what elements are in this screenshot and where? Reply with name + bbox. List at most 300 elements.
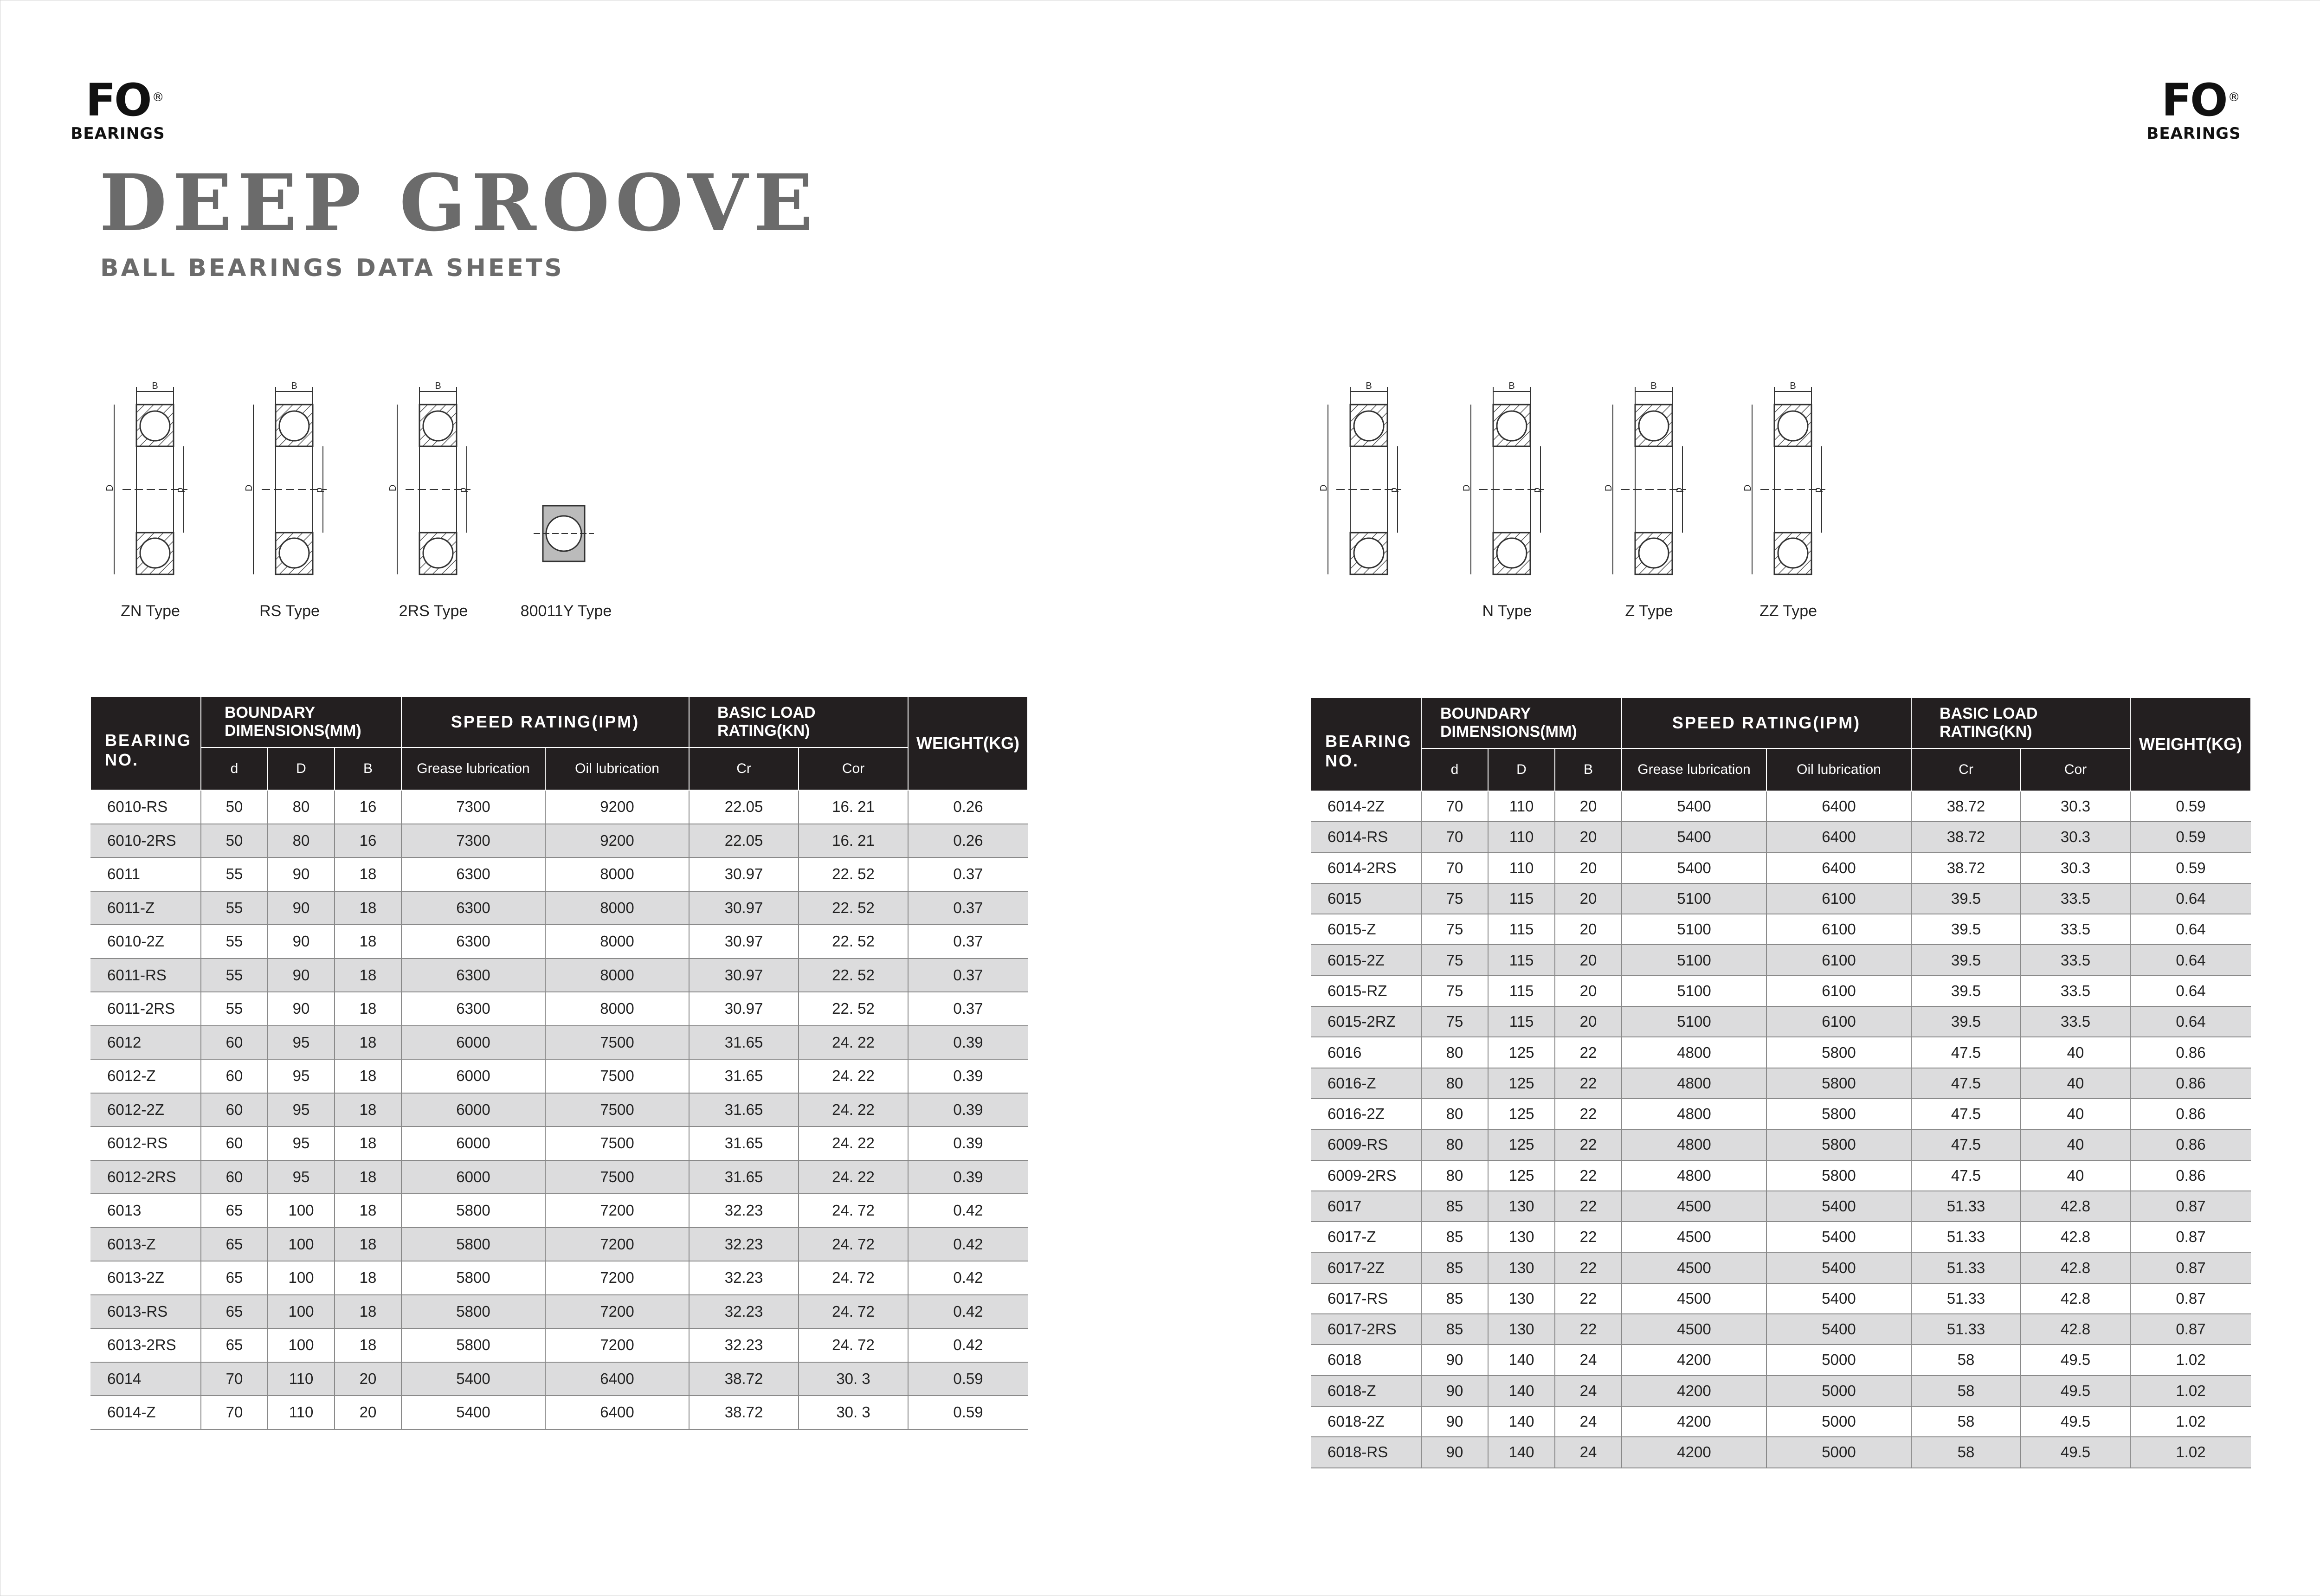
oil-cell: 7200	[545, 1194, 689, 1228]
oil-cell: 6100	[1766, 945, 1911, 975]
cor-cell: 33.5	[2021, 883, 2130, 914]
weight-cell: 0.42	[908, 1261, 1028, 1295]
D-cell: 130	[1488, 1222, 1555, 1252]
grease-cell: 6000	[401, 1059, 545, 1093]
cor-cell: 49.5	[2021, 1376, 2130, 1406]
cor-cell: 40	[2021, 1129, 2130, 1160]
bearing-no-cell: 6011-Z	[90, 891, 201, 925]
cr-cell: 39.5	[1911, 976, 2021, 1006]
bearing-no-cell: 6017-2RS	[1311, 1314, 1421, 1345]
cr-cell: 47.5	[1911, 1160, 2021, 1191]
cor-cell: 30. 3	[799, 1362, 908, 1396]
table-row	[90, 824, 1028, 858]
D-cell: 90	[268, 992, 335, 1026]
svg-text:D: D	[1319, 484, 1329, 491]
cr-cell: 22.05	[689, 824, 799, 858]
brand-logo-left	[58, 74, 178, 143]
table-row	[1311, 1068, 2251, 1099]
cr-cell: 32.23	[689, 1228, 799, 1261]
page-subtitle: BALL BEARINGS DATA SHEETS	[100, 254, 564, 282]
col-D-outer: D	[1488, 748, 1555, 791]
col-basic-load-rating: BASIC LOAD RATING(KN)	[1911, 697, 2130, 748]
bearing-cross-section-diagram	[1318, 380, 1411, 598]
B-cell: 18	[335, 891, 401, 925]
D-cell: 100	[268, 1261, 335, 1295]
diagram-zz-type	[1728, 380, 1849, 631]
cr-cell: 39.5	[1911, 883, 2021, 914]
cor-cell: 49.5	[2021, 1406, 2130, 1437]
grease-cell: 5100	[1622, 1006, 1766, 1037]
cor-cell: 24. 22	[799, 1160, 908, 1194]
bearing-no-cell: 6011	[90, 857, 201, 891]
oil-cell: 8000	[545, 891, 689, 925]
D-cell: 100	[268, 1295, 335, 1329]
d-cell: 65	[201, 1295, 268, 1329]
weight-cell: 0.42	[908, 1194, 1028, 1228]
oil-cell: 6400	[1766, 822, 1911, 852]
table-row	[1311, 914, 2251, 945]
d-cell: 60	[201, 1126, 268, 1160]
B-cell: 18	[335, 1093, 401, 1127]
col-grease: Grease lubrication	[1622, 748, 1766, 791]
table-row	[90, 891, 1028, 925]
grease-cell: 5100	[1622, 914, 1766, 945]
D-cell: 110	[268, 1362, 335, 1396]
cr-cell: 58	[1911, 1406, 2021, 1437]
bearing-no-cell: 6014-RS	[1311, 822, 1421, 852]
grease-cell: 5400	[401, 1396, 545, 1429]
bearing-no-cell: 6011-RS	[90, 959, 201, 992]
grease-cell: 6000	[401, 1126, 545, 1160]
diagram-label: ZN Type	[121, 602, 180, 620]
cor-cell: 22. 52	[799, 992, 908, 1026]
diagram-label: N Type	[1482, 602, 1532, 620]
table-row	[90, 1261, 1028, 1295]
diagram-label: 80011Y Type	[520, 602, 612, 620]
grease-cell: 4800	[1622, 1160, 1766, 1191]
grease-cell: 5800	[401, 1295, 545, 1329]
bearing-no-cell: 6015	[1311, 883, 1421, 914]
cr-cell: 31.65	[689, 1126, 799, 1160]
grease-cell: 4500	[1622, 1314, 1766, 1345]
cor-cell: 40	[2021, 1099, 2130, 1129]
d-cell: 50	[201, 824, 268, 858]
d-cell: 65	[201, 1261, 268, 1295]
cor-cell: 49.5	[2021, 1345, 2130, 1375]
cor-cell: 16. 21	[799, 824, 908, 858]
d-cell: 60	[201, 1059, 268, 1093]
weight-cell: 0.86	[2130, 1068, 2251, 1099]
grease-cell: 4500	[1622, 1252, 1766, 1283]
table-row	[1311, 1252, 2251, 1283]
grease-cell: 4800	[1622, 1129, 1766, 1160]
d-cell: 85	[1421, 1222, 1488, 1252]
B-cell: 22	[1555, 1191, 1622, 1222]
cr-cell: 38.72	[1911, 791, 2021, 822]
d-cell: 60	[201, 1160, 268, 1194]
B-cell: 24	[1555, 1376, 1622, 1406]
B-cell: 20	[1555, 976, 1622, 1006]
cr-cell: 31.65	[689, 1093, 799, 1127]
oil-cell: 5000	[1766, 1376, 1911, 1406]
oil-cell: 5400	[1766, 1222, 1911, 1252]
cor-cell: 22. 52	[799, 857, 908, 891]
table-row	[90, 1093, 1028, 1127]
B-cell: 18	[335, 1228, 401, 1261]
weight-cell: 0.87	[2130, 1314, 2251, 1345]
oil-cell: 7200	[545, 1328, 689, 1362]
weight-cell: 0.64	[2130, 883, 2251, 914]
bearing-no-cell: 6013-Z	[90, 1228, 201, 1261]
brand-logo-right	[2133, 74, 2254, 143]
diagram-label: 2RS Type	[399, 602, 468, 620]
d-cell: 70	[1421, 822, 1488, 852]
svg-text:B: B	[1508, 381, 1515, 391]
table-row	[90, 1126, 1028, 1160]
oil-cell: 7500	[545, 1059, 689, 1093]
d-cell: 65	[201, 1194, 268, 1228]
cor-cell: 24. 22	[799, 1093, 908, 1127]
cor-cell: 30.3	[2021, 853, 2130, 883]
table-row	[90, 1059, 1028, 1093]
bearing-no-cell: 6018-RS	[1311, 1437, 1421, 1467]
D-cell: 115	[1488, 945, 1555, 975]
col-cr: Cr	[1911, 748, 2021, 791]
col-d-inner: d	[1421, 748, 1488, 791]
grease-cell: 5800	[401, 1261, 545, 1295]
d-cell: 60	[201, 1093, 268, 1127]
table-row	[1311, 1314, 2251, 1345]
svg-text:B: B	[1366, 381, 1372, 391]
cr-cell: 58	[1911, 1345, 2021, 1375]
cr-cell: 31.65	[689, 1160, 799, 1194]
table-row	[90, 925, 1028, 959]
weight-cell: 0.26	[908, 790, 1028, 824]
B-cell: 22	[1555, 1037, 1622, 1068]
weight-cell: 0.39	[908, 1026, 1028, 1060]
cor-cell: 30.3	[2021, 791, 2130, 822]
diagram-label: Z Type	[1625, 602, 1673, 620]
svg-text:d: d	[458, 488, 469, 493]
table-subheader-row	[1311, 748, 2251, 791]
table-row	[90, 857, 1028, 891]
oil-cell: 5400	[1766, 1252, 1911, 1283]
logo-name: BEARINGS	[71, 124, 165, 143]
B-cell: 22	[1555, 1068, 1622, 1099]
table-header-row	[90, 696, 1028, 747]
table-row	[90, 1026, 1028, 1060]
bearing-cross-section-diagram	[1603, 380, 1695, 598]
diagram-80011y-type	[506, 380, 626, 631]
table-row	[90, 959, 1028, 992]
table-row	[1311, 1376, 2251, 1406]
oil-cell: 5800	[1766, 1099, 1911, 1129]
table-row	[1311, 1006, 2251, 1037]
cor-cell: 30.3	[2021, 822, 2130, 852]
B-cell: 18	[335, 1328, 401, 1362]
table-row	[90, 1228, 1028, 1261]
weight-cell: 0.64	[2130, 1006, 2251, 1037]
bearing-no-cell: 6017-Z	[1311, 1222, 1421, 1252]
bearing-no-cell: 6012-2RS	[90, 1160, 201, 1194]
cr-cell: 31.65	[689, 1059, 799, 1093]
svg-text:d: d	[1674, 488, 1684, 493]
col-cor: Cor	[799, 747, 908, 790]
D-cell: 95	[268, 1093, 335, 1127]
weight-cell: 1.02	[2130, 1437, 2251, 1467]
cr-cell: 38.72	[1911, 853, 2021, 883]
diagram-label: ZZ Type	[1759, 602, 1817, 620]
svg-text:d: d	[175, 488, 186, 493]
weight-cell: 0.59	[2130, 853, 2251, 883]
bearing-no-cell: 6014-Z	[90, 1396, 201, 1429]
D-cell: 125	[1488, 1160, 1555, 1191]
oil-cell: 5800	[1766, 1037, 1911, 1068]
d-cell: 70	[201, 1396, 268, 1429]
D-cell: 90	[268, 857, 335, 891]
table-row	[1311, 1406, 2251, 1437]
d-cell: 70	[201, 1362, 268, 1396]
svg-text:D: D	[388, 484, 398, 491]
col-boundary-dimensions: BOUNDARY DIMENSIONS(MM)	[1421, 697, 1622, 748]
cor-cell: 24. 72	[799, 1295, 908, 1329]
grease-cell: 4200	[1622, 1345, 1766, 1375]
weight-cell: 0.42	[908, 1228, 1028, 1261]
D-cell: 100	[268, 1228, 335, 1261]
bearing-no-cell: 6012	[90, 1026, 201, 1060]
table-row	[1311, 976, 2251, 1006]
cr-cell: 31.65	[689, 1026, 799, 1060]
B-cell: 22	[1555, 1099, 1622, 1129]
bearing-small-diagram	[520, 380, 612, 598]
diagram-z-type	[1589, 380, 1709, 631]
B-cell: 18	[335, 959, 401, 992]
grease-cell: 4200	[1622, 1376, 1766, 1406]
svg-text:d: d	[1532, 488, 1542, 493]
D-cell: 95	[268, 1026, 335, 1060]
D-cell: 140	[1488, 1376, 1555, 1406]
B-cell: 20	[1555, 853, 1622, 883]
bearing-no-cell: 6018-2Z	[1311, 1406, 1421, 1437]
oil-cell: 6100	[1766, 914, 1911, 945]
logo-mark: FO ®	[85, 74, 164, 126]
cr-cell: 51.33	[1911, 1314, 2021, 1345]
bearing-table-right	[1310, 697, 2251, 1468]
table-row	[90, 790, 1028, 824]
weight-cell: 0.42	[908, 1328, 1028, 1362]
cr-cell: 47.5	[1911, 1129, 2021, 1160]
cr-cell: 30.97	[689, 992, 799, 1026]
grease-cell: 6000	[401, 1026, 545, 1060]
cor-cell: 24. 72	[799, 1261, 908, 1295]
bearing-no-cell: 6010-2Z	[90, 925, 201, 959]
grease-cell: 5400	[1622, 822, 1766, 852]
D-cell: 115	[1488, 1006, 1555, 1037]
cr-cell: 30.97	[689, 959, 799, 992]
grease-cell: 5400	[401, 1362, 545, 1396]
logo-mark: FO ®	[2161, 74, 2240, 126]
cor-cell: 33.5	[2021, 914, 2130, 945]
cr-cell: 22.05	[689, 790, 799, 824]
grease-cell: 4500	[1622, 1283, 1766, 1314]
svg-text:B: B	[1790, 381, 1796, 391]
B-cell: 22	[1555, 1129, 1622, 1160]
D-cell: 130	[1488, 1283, 1555, 1314]
table-row	[1311, 883, 2251, 914]
cr-cell: 30.97	[689, 925, 799, 959]
grease-cell: 5400	[1622, 791, 1766, 822]
d-cell: 85	[1421, 1283, 1488, 1314]
B-cell: 20	[1555, 945, 1622, 975]
d-cell: 90	[1421, 1345, 1488, 1375]
cor-cell: 33.5	[2021, 1006, 2130, 1037]
oil-cell: 5400	[1766, 1314, 1911, 1345]
oil-cell: 6400	[1766, 791, 1911, 822]
weight-cell: 1.02	[2130, 1406, 2251, 1437]
table-row	[1311, 1191, 2251, 1222]
col-speed-rating: SPEED RATING(IPM)	[401, 696, 689, 747]
d-cell: 80	[1421, 1129, 1488, 1160]
diagram-2rs-type	[373, 380, 494, 631]
bearing-no-cell: 6013-RS	[90, 1295, 201, 1329]
d-cell: 90	[1421, 1376, 1488, 1406]
weight-cell: 0.86	[2130, 1037, 2251, 1068]
table-row	[1311, 791, 2251, 822]
bearing-cross-section-diagram	[104, 380, 197, 598]
oil-cell: 7500	[545, 1126, 689, 1160]
grease-cell: 6300	[401, 891, 545, 925]
cr-cell: 51.33	[1911, 1252, 2021, 1283]
D-cell: 110	[1488, 822, 1555, 852]
d-cell: 80	[1421, 1068, 1488, 1099]
oil-cell: 5400	[1766, 1283, 1911, 1314]
d-cell: 75	[1421, 914, 1488, 945]
bearing-no-cell: 6018-Z	[1311, 1376, 1421, 1406]
cor-cell: 40	[2021, 1037, 2130, 1068]
cr-cell: 39.5	[1911, 914, 2021, 945]
d-cell: 55	[201, 959, 268, 992]
bearing-cross-section-diagram	[387, 380, 480, 598]
cr-cell: 39.5	[1911, 1006, 2021, 1037]
d-cell: 75	[1421, 945, 1488, 975]
grease-cell: 5100	[1622, 976, 1766, 1006]
bearing-no-cell: 6012-2Z	[90, 1093, 201, 1127]
weight-cell: 1.02	[2130, 1376, 2251, 1406]
table-row	[1311, 1037, 2251, 1068]
weight-cell: 0.87	[2130, 1252, 2251, 1283]
oil-cell: 7200	[545, 1228, 689, 1261]
B-cell: 18	[335, 1160, 401, 1194]
d-cell: 75	[1421, 1006, 1488, 1037]
svg-text:D: D	[1462, 484, 1472, 491]
oil-cell: 9200	[545, 824, 689, 858]
B-cell: 20	[1555, 914, 1622, 945]
weight-cell: 0.59	[908, 1396, 1028, 1429]
bearing-no-cell: 6013-2Z	[90, 1261, 201, 1295]
svg-text:d: d	[315, 488, 325, 493]
bearing-no-cell: 6015-RZ	[1311, 976, 1421, 1006]
svg-text:D: D	[1604, 484, 1614, 491]
oil-cell: 7200	[545, 1295, 689, 1329]
cor-cell: 40	[2021, 1068, 2130, 1099]
col-B-width: B	[335, 747, 401, 790]
grease-cell: 6300	[401, 959, 545, 992]
oil-cell: 5800	[1766, 1068, 1911, 1099]
grease-cell: 7300	[401, 790, 545, 824]
svg-text:d: d	[1389, 488, 1399, 493]
d-cell: 60	[201, 1026, 268, 1060]
grease-cell: 4200	[1622, 1437, 1766, 1467]
cr-cell: 32.23	[689, 1194, 799, 1228]
bearing-no-cell: 6014	[90, 1362, 201, 1396]
D-cell: 140	[1488, 1437, 1555, 1467]
table-row	[1311, 1099, 2251, 1129]
table-row	[1311, 853, 2251, 883]
D-cell: 95	[268, 1059, 335, 1093]
d-cell: 80	[1421, 1037, 1488, 1068]
cor-cell: 24. 22	[799, 1059, 908, 1093]
d-cell: 75	[1421, 883, 1488, 914]
cor-cell: 24. 72	[799, 1328, 908, 1362]
cor-cell: 30. 3	[799, 1396, 908, 1429]
D-cell: 95	[268, 1160, 335, 1194]
cor-cell: 42.8	[2021, 1283, 2130, 1314]
col-weight: WEIGHT(KG)	[908, 696, 1028, 790]
B-cell: 24	[1555, 1437, 1622, 1467]
table-subheader-row	[90, 747, 1028, 790]
weight-cell: 0.64	[2130, 976, 2251, 1006]
d-cell: 70	[1421, 853, 1488, 883]
grease-cell: 6300	[401, 925, 545, 959]
table-row	[90, 1295, 1028, 1329]
oil-cell: 6400	[545, 1362, 689, 1396]
bearing-no-cell: 6013-2RS	[90, 1328, 201, 1362]
bearing-no-cell: 6016-2Z	[1311, 1099, 1421, 1129]
cr-cell: 58	[1911, 1376, 2021, 1406]
D-cell: 125	[1488, 1099, 1555, 1129]
page-title: DEEP GROOVE	[99, 157, 818, 249]
weight-cell: 0.87	[2130, 1222, 2251, 1252]
diagram-right-1	[1304, 380, 1424, 631]
grease-cell: 5800	[401, 1228, 545, 1261]
grease-cell: 7300	[401, 824, 545, 858]
B-cell: 18	[335, 1126, 401, 1160]
bearing-no-cell: 6015-2RZ	[1311, 1006, 1421, 1037]
cor-cell: 24. 22	[799, 1026, 908, 1060]
bearing-cross-section-diagram	[243, 380, 336, 598]
table-row	[1311, 1437, 2251, 1467]
oil-cell: 7200	[545, 1261, 689, 1295]
B-cell: 16	[335, 824, 401, 858]
oil-cell: 8000	[545, 992, 689, 1026]
weight-cell: 0.86	[2130, 1099, 2251, 1129]
cor-cell: 22. 52	[799, 925, 908, 959]
diagram-n-type	[1447, 380, 1567, 631]
bearing-no-cell: 6009-RS	[1311, 1129, 1421, 1160]
D-cell: 110	[1488, 791, 1555, 822]
oil-cell: 8000	[545, 925, 689, 959]
oil-cell: 6100	[1766, 883, 1911, 914]
d-cell: 85	[1421, 1191, 1488, 1222]
col-bearing-no: BEARING NO.	[90, 696, 201, 790]
d-cell: 90	[1421, 1437, 1488, 1467]
grease-cell: 4500	[1622, 1222, 1766, 1252]
table-row	[90, 1160, 1028, 1194]
table-header-row	[1311, 697, 2251, 748]
logo-name: BEARINGS	[2146, 124, 2241, 143]
weight-cell: 0.26	[908, 824, 1028, 858]
d-cell: 55	[201, 891, 268, 925]
